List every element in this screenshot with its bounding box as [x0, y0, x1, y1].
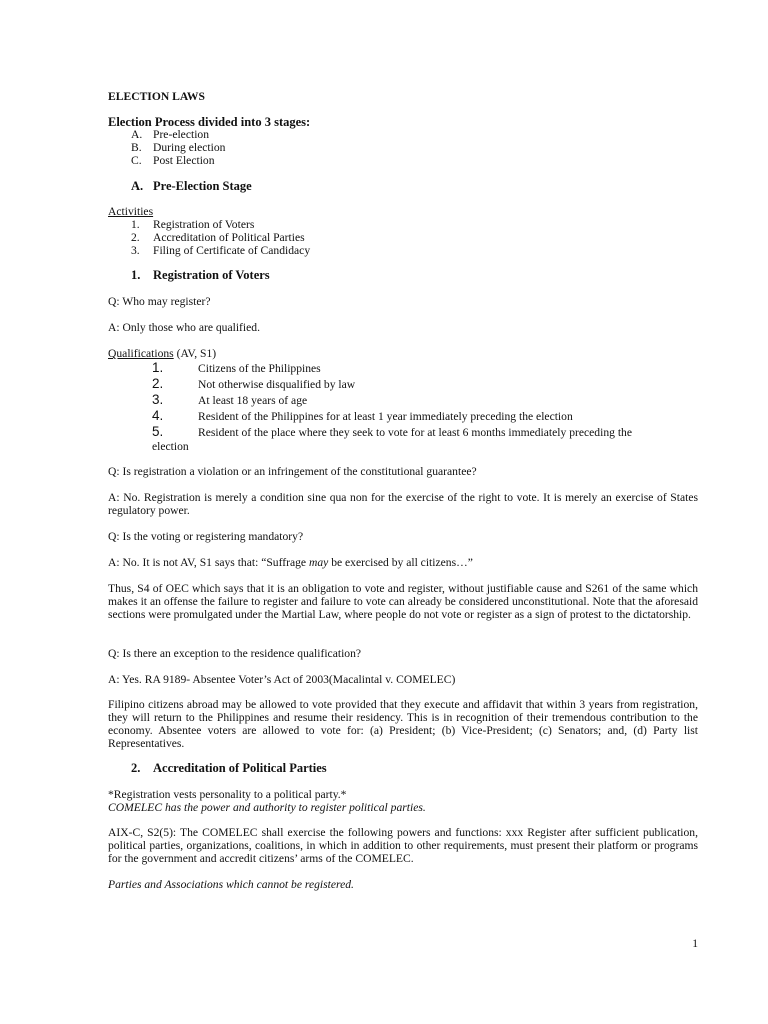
activities-label: Activities — [108, 205, 154, 218]
question-residence-exception: Q: Is there an exception to the residence qualification? — [108, 647, 362, 660]
answer-only-qualified: A: Only those who are qualified. — [108, 321, 260, 334]
answer-suffrage-may: A: No. It is not AV, S1 says that: “Suffrage may be exercised by all citizens…” — [108, 556, 473, 569]
stage-item: C. Post Election — [131, 154, 215, 167]
section-a-heading: A. Pre-Election Stage — [131, 179, 252, 193]
stage-item: B. During election — [131, 141, 226, 154]
section-1-heading: 1. Registration of Voters — [131, 268, 270, 282]
page-number: 1 — [692, 937, 698, 950]
qualification-item-continuation: election — [152, 440, 189, 453]
qualification-item: 3. At least 18 years of age — [152, 392, 308, 407]
stage-item: A. Pre-election — [131, 128, 210, 141]
document-heading: ELECTION LAWS — [108, 90, 205, 103]
answer-absentee-voters-act: A: Yes. RA 9189- Absentee Voter’s Act of 2003(Macalintal v. COMELEC) — [108, 673, 456, 686]
question-voting-mandatory: Q: Is the voting or registering mandatory? — [108, 530, 304, 543]
paragraph-parties-not-registered: Parties and Associations which cannot be registered. — [108, 878, 354, 891]
paragraph-filipino-citizens-abroad: Filipino citizens abroad may be allowed to vote provided that they execute and affidavit that within 3 years from registration, they will return to the Philippines and resume their residency. This is in recognition of their tremendous contribution to the economy. Absentee voters are allowed to vote for: (a) President; (b) Vice-President; (c) Senators; and, (d) Party list Representatives. — [108, 698, 698, 750]
qualifications-heading: Qualifications (AV, S1) — [108, 347, 217, 360]
qualification-item: 1. Citizens of the Philippines — [152, 360, 321, 375]
question-registration-infringement: Q: Is registration a violation or an infringement of the constitutional guarantee? — [108, 465, 477, 478]
qualification-item: 4. Resident of the Philippines for at least 1 year immediately preceding the election — [152, 408, 573, 423]
qualification-item: 5. Resident of the place where they seek to vote for at least 6 months immediately preceding the — [152, 424, 632, 439]
activity-item: 3. Filing of Certificate of Candidacy — [131, 244, 311, 257]
paragraph-aix-c: AIX-C, S2(5): The COMELEC shall exercise the following powers and functions: xxx Register after sufficient publication, political parties, organizations, coalitions, in which in addition to other requirements, must present their platform or programs for the government and accredit citizens’ arms of the COMELEC. — [108, 826, 698, 865]
stages-intro: Election Process divided into 3 stages: — [108, 115, 311, 129]
section-2-heading: 2. Accreditation of Political Parties — [131, 761, 327, 775]
note-comelec-power: COMELEC has the power and authority to register political parties. — [108, 801, 426, 814]
answer-registration-condition: A: No. Registration is merely a condition sine qua non for the exercise of the right to vote. It is merely an exercise of States regulatory power. — [108, 491, 698, 517]
activity-item: 2. Accreditation of Political Parties — [131, 231, 305, 244]
note-registration-personality: *Registration vests personality to a political party.* — [108, 788, 347, 801]
question-who-may-register: Q: Who may register? — [108, 295, 211, 308]
paragraph-oec-unconstitutional: Thus, S4 of OEC which says that it is an obligation to vote and register, without justifiable cause and S261 of the same which makes it an offense the failure to register and failure to vote can already be considered unconstitutional. Note that the aforesaid sections were promulgated under the Martial Law, where people do not vote or register as a sign of protest to the dictatorship. — [108, 582, 698, 621]
activity-item: 1. Registration of Voters — [131, 218, 255, 231]
qualification-item: 2. Not otherwise disqualified by law — [152, 376, 356, 391]
